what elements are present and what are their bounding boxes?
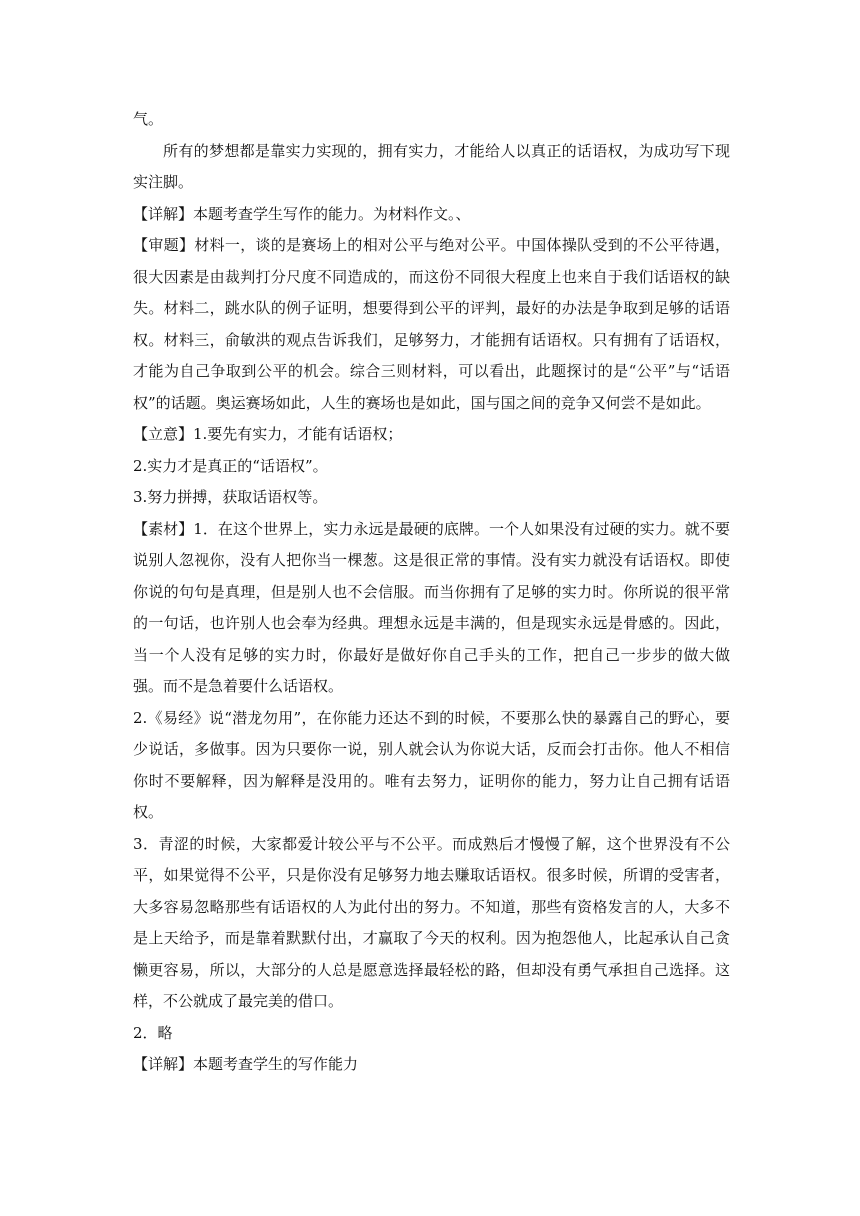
paragraph-sucai-1: 【素材】1．在这个世界上，实力永远是最硬的底牌。一个人如果没有过硬的实力。就不要说别人忽视你，没有人把你当一棵葱。这是很正常的事情。没有实力就没有话语权。即使你说的句句是真理，但是别人也不会信服。而当你拥有了足够的实力时。你所说的很平常的一句话，也许别人也会奉为经典。理想永远是丰满的，但是现实永远是骨感的。因此，当一个人没有足够的实力时，你最好是做好你自己手头的工作，把自己一步步的做大做强。而不是急着要什么话语权。 (133, 519, 730, 695)
paragraph-answer-2: 2．略 (133, 1023, 173, 1042)
paragraph-liyi-1: 【立意】1.要先有实力，才能有话语权； (133, 425, 403, 443)
paragraph-liyi-3: 3.努力拼搏，获取话语权等。 (133, 488, 328, 506)
paragraph-sucai-2: 2.《易经》说“潜龙勿用”，在你能力还达不到的时候，不要那么快的暴露自己的野心，要少说话，多做事。因为只要你一说，别人就会认为你说大话，反而会打击你。他人不相信你时不要解释，因为解释是没用的。唯有去努力，证明你的能力，努力让自己拥有话语权。 (133, 708, 730, 821)
paragraph-shenti: 【审题】材料一，谈的是赛场上的相对公平与绝对公平。中国体操队受到的不公平待遇，很大因素是由裁判打分尺度不同造成的，而这份不同很大程度上也来自于我们话语权的缺失。材料二，跳水队的例子证明，想要得到公平的评判，最好的办法是争取到足够的话语权。材料三，俞敏洪的观点告诉我们，足够努力，才能拥有话语权。只有拥有了话语权，才能为自己争取到公平的机会。综合三则材料，可以看出，此题探讨的是“公平”与“话语权”的话题。奥运赛场如此，人生的赛场也是如此，国与国之间的竞争又何尝不是如此。 (133, 236, 730, 412)
paragraph-dream: 所有的梦想都是靠实力实现的，拥有实力，才能给人以真正的话语权，为成功写下现实注脚。 (133, 141, 730, 191)
paragraph-liyi-2: 2.实力才是真正的“话语权”。 (133, 456, 328, 475)
paragraph-detail-2: 【详解】本题考查学生的写作能力 (133, 1055, 359, 1073)
paragraph-sucai-3: 3．青涩的时候，大家都爱计较公平与不公平。而成熟后才慢慢了解，这个世界没有不公平，如果觉得不公平，只是你没有足够努力地去赚取话语权。很多时候，所谓的受害者，大多容易忽略那些有话语权的人为此付出的努力。不知道，那些有资格发言的人，大多不是上天给予，而是靠着默默付出，才赢取了今天的权利。因为抱怨他人，比起承认自己贪懒更容易，所以，大部分的人总是愿意选择最轻松的路，但却没有勇气承担自己选择。这样，不公就成了最完美的借口。 (133, 834, 730, 1010)
paragraph-continuation: 气。 (133, 110, 164, 128)
document-body (133, 104, 730, 1081)
paragraph-detail: 【详解】本题考查学生写作的能力。为材料作文。、 (133, 204, 471, 223)
